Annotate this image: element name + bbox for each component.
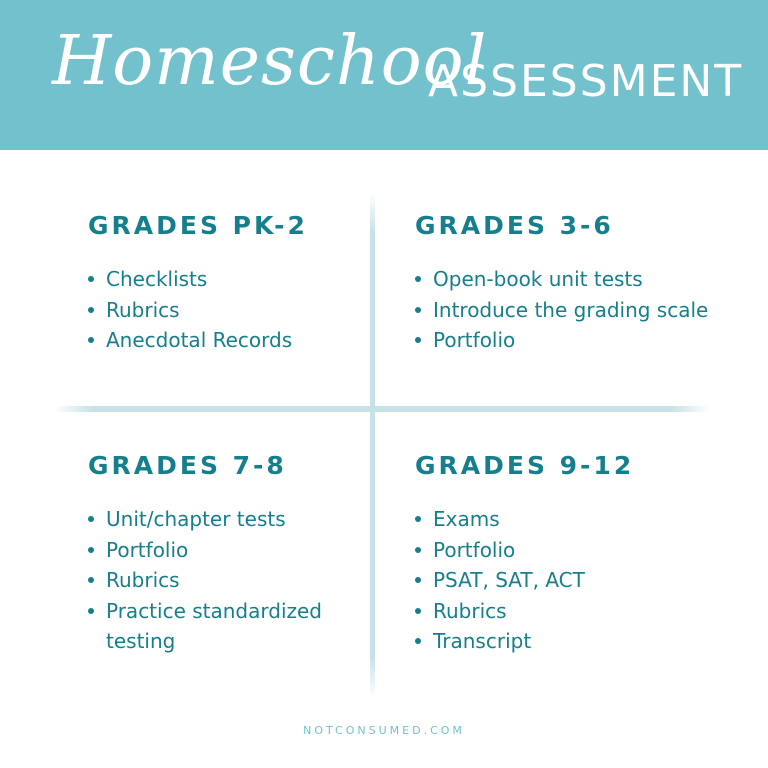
vertical-divider — [370, 192, 375, 698]
title-homeschool: Homeschool — [52, 22, 488, 101]
list-item-text: Introduce the grading scale — [433, 297, 709, 322]
list-item — [88, 535, 358, 566]
quadrant-list — [88, 264, 358, 356]
list-item — [415, 596, 735, 627]
list-item — [88, 565, 358, 596]
bullet-icon — [88, 307, 94, 313]
list-item-text: Rubrics — [106, 297, 180, 322]
list-item-text: Exams — [433, 507, 500, 531]
quadrant-heading: GRADES 3-6 — [415, 211, 614, 240]
bullet-icon — [415, 547, 421, 553]
quadrant-list — [415, 504, 735, 657]
list-item-text: Portfolio — [433, 537, 516, 562]
list-item — [415, 535, 735, 566]
bullet-icon — [88, 577, 94, 583]
list-item — [415, 295, 735, 326]
quadrant-grades-3-6 — [415, 210, 735, 356]
quadrant-heading: GRADES PK-2 — [88, 211, 308, 240]
bullet-icon — [88, 516, 94, 522]
bullet-icon — [88, 608, 94, 614]
list-item-text: Open-book unit tests — [433, 267, 643, 291]
list-item-text: Rubrics — [106, 568, 180, 592]
list-item — [88, 504, 358, 535]
bullet-icon — [415, 516, 421, 522]
bullet-icon — [415, 608, 421, 614]
list-item — [88, 325, 358, 356]
quadrant-grades-pk-2 — [88, 210, 358, 356]
list-item-text: Portfolio — [106, 537, 189, 562]
quadrant-list — [415, 264, 735, 356]
list-item — [88, 264, 358, 295]
list-item-text: Practice standardized testing — [106, 598, 323, 653]
bullet-icon — [415, 307, 421, 313]
bullet-icon — [88, 337, 94, 343]
list-item — [415, 565, 735, 596]
list-item — [415, 264, 735, 295]
title-assessment: ASSESSMENT — [428, 56, 744, 107]
bullet-icon — [88, 276, 94, 282]
list-item — [88, 295, 358, 326]
list-item-text: Rubrics — [433, 598, 507, 623]
header-banner — [0, 0, 768, 150]
bullet-icon — [415, 337, 421, 343]
list-item-text: Portfolio — [433, 328, 516, 352]
quadrant-heading: GRADES 7-8 — [88, 451, 287, 480]
list-item-text: PSAT, SAT, ACT — [433, 568, 585, 592]
quadrant-heading: GRADES 9-12 — [415, 451, 635, 480]
list-item-text: Unit/chapter tests — [106, 507, 286, 531]
bullet-icon — [415, 577, 421, 583]
quadrant-grades-9-12 — [415, 450, 735, 657]
bullet-icon — [415, 276, 421, 282]
list-item-text: Anecdotal Records — [106, 328, 293, 352]
bullet-icon — [415, 638, 421, 644]
footer-site-url: NOTCONSUMED.COM — [303, 724, 465, 737]
bullet-icon — [88, 547, 94, 553]
list-item — [88, 596, 358, 657]
quadrant-grades-7-8 — [88, 450, 358, 657]
list-item — [415, 504, 735, 535]
list-item-text: Transcript — [433, 629, 532, 653]
list-item — [415, 325, 735, 356]
list-item — [415, 626, 735, 657]
horizontal-divider — [54, 406, 710, 412]
list-item-text: Checklists — [106, 267, 208, 291]
quadrant-list — [88, 504, 358, 657]
